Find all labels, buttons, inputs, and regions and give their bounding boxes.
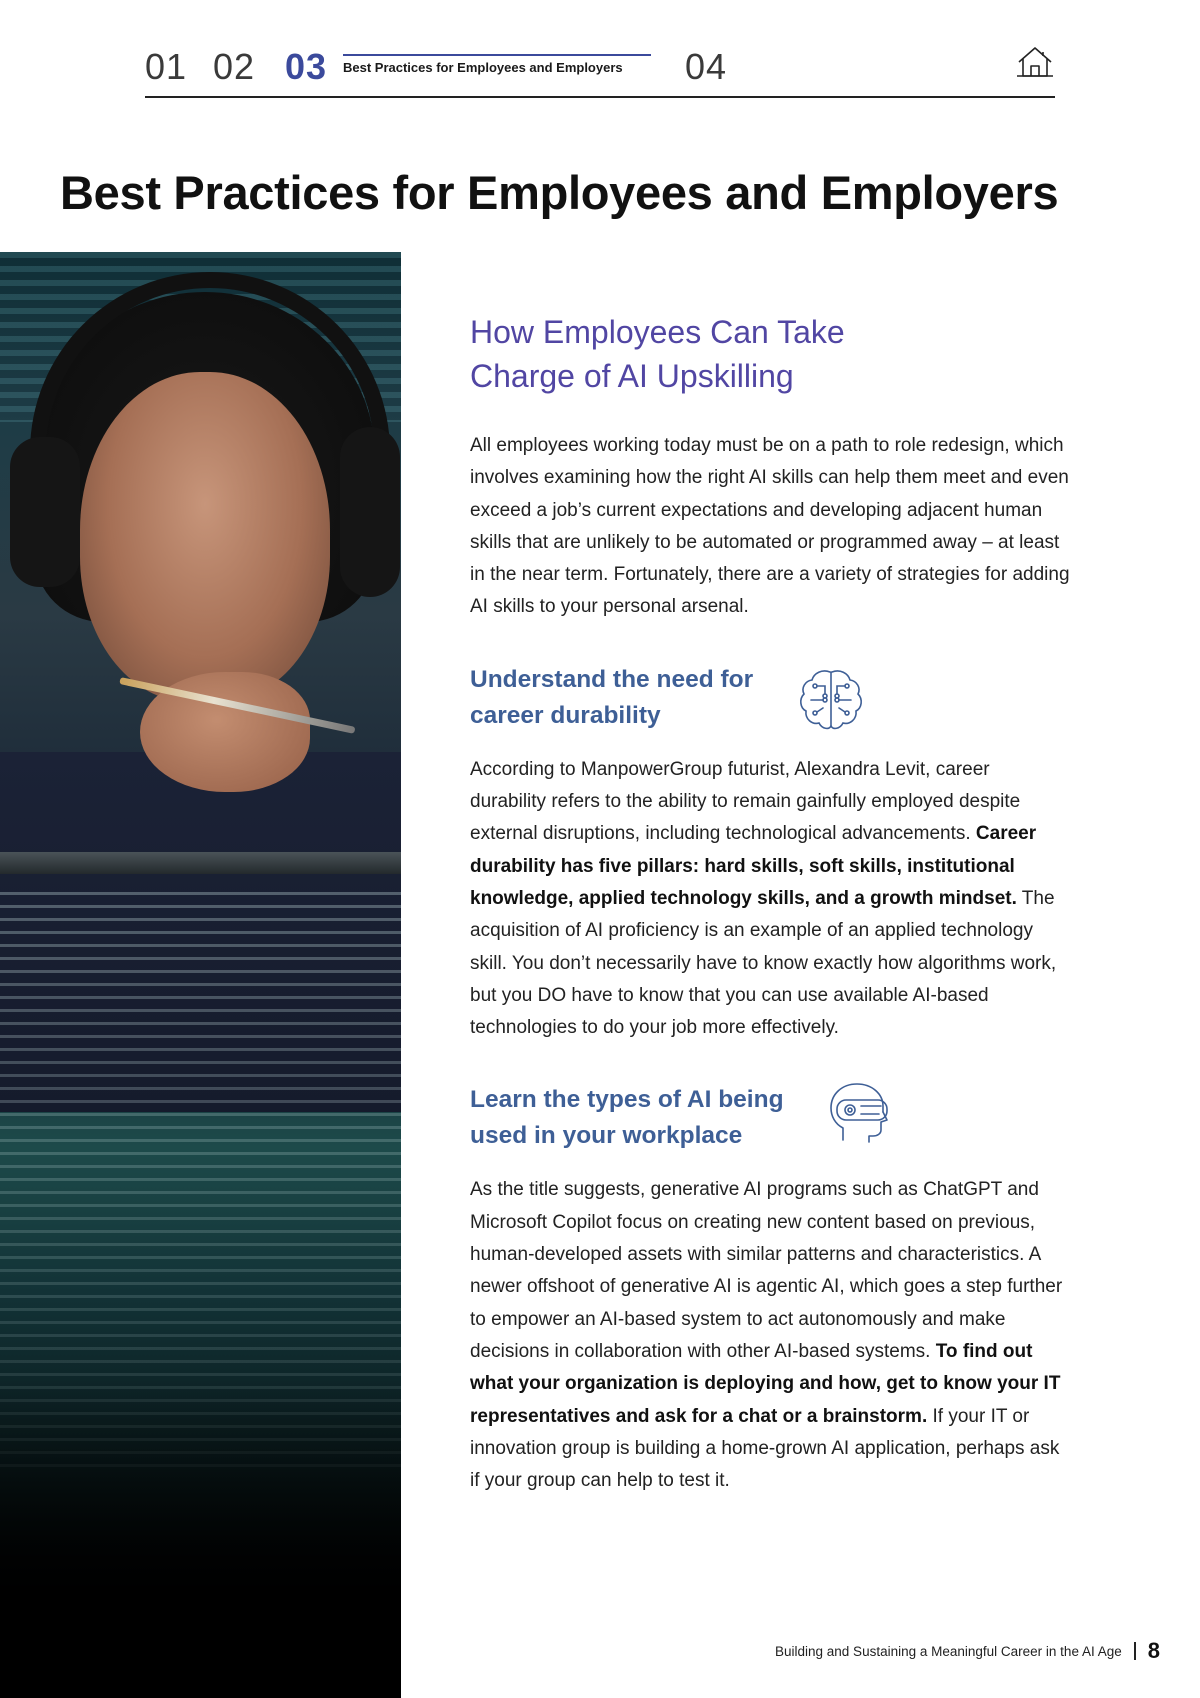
subsection-heading-line2: career durability	[470, 701, 661, 729]
ai-types-text-b: If your IT or innovation group is building a home-grown AI application, perhaps ask if your group can help to test it.	[470, 1405, 1060, 1492]
subsection-career-durability-header	[470, 662, 1070, 740]
nav-section-01[interactable]: 01	[145, 46, 188, 87]
subsection-heading-career-durability	[470, 662, 1070, 734]
career-durability-paragraph	[470, 754, 1070, 1045]
intro-paragraph: All employees working today must be on a path to role redesign, which involves examining how the right AI skills can help them meet and even exceed a job’s current expectations and developing adjacent human skills that are unlikely to be automated or programmed away – at least in the near term. Fortunately, there are a variety of strategies for adding AI skills to your personal arsenal.	[470, 435, 1070, 618]
vr-headset-head-icon	[823, 1078, 895, 1150]
career-durability-pillars-emphasis: Career durability has five pillars: hard skills, soft skills, institutional knowledge, applied technology skills, and a growth mindset.	[470, 823, 1037, 909]
subsection-heading-line1: Understand the need for	[470, 665, 754, 693]
nav-section-03-active[interactable]: 03	[285, 46, 328, 87]
ai-types-text-a: As the title suggests, generative AI programs such as ChatGPT and Microsoft Copilot focus on creating new content based on previous, human-developed assets with similar patterns and characteristics. A newer offshoot of generative AI is agentic AI, which goes a step further to empower an AI-based system to act autonomously and make decisions in collaboration with other AI-based systems.	[470, 1179, 1063, 1362]
ai-types-paragraph	[470, 1174, 1070, 1497]
page-footer	[775, 1638, 1160, 1664]
ai-types-action-emphasis: To find out what your organization is deploying and how, get to know your IT representatives and ask for a chat or a brainstorm.	[470, 1340, 1061, 1427]
nav-active-underline	[343, 54, 651, 56]
nav-section-04[interactable]: 04	[685, 46, 728, 87]
footer-divider	[1134, 1642, 1136, 1660]
section-heading-line1: How Employees Can Take	[470, 314, 845, 350]
brain-circuit-icon	[795, 664, 867, 736]
page-number: 8	[1147, 1638, 1160, 1663]
section-heading	[470, 310, 1070, 398]
subsection-heading-line2: used in your workplace	[470, 1122, 743, 1150]
photo	[0, 252, 401, 1698]
footer-document-title: Building and Sustaining a Meaningful Career in the AI Age	[775, 1643, 1122, 1659]
article-body	[470, 310, 1070, 1497]
career-durability-text-b: The acquisition of AI proficiency is an example of an applied technology skill. You don’t necessarily have to know exactly how algorithms work, but you DO have to know that you can use available AI-based technologies to do your job more effectively.	[470, 887, 1057, 1039]
subsection-heading-ai-types	[470, 1082, 1070, 1154]
nav-section-02[interactable]: 02	[213, 46, 256, 87]
nav-active-section-label[interactable]: Best Practices for Employees and Employers	[343, 60, 623, 75]
subsection-ai-types-header	[470, 1082, 1070, 1160]
home-icon[interactable]	[1015, 42, 1055, 82]
career-durability-text-a: According to ManpowerGroup futurist, Alexandra Levit, career durability refers to the ability to remain gainfully employed despite external disruptions, including technological advancements.	[470, 758, 1021, 845]
section-heading-line2: Charge of AI Upskilling	[470, 358, 794, 394]
section-navigation	[145, 40, 1055, 98]
page-title: Best Practices for Employees and Employers	[60, 166, 1059, 219]
subsection-heading-line1: Learn the types of AI being	[470, 1086, 784, 1114]
